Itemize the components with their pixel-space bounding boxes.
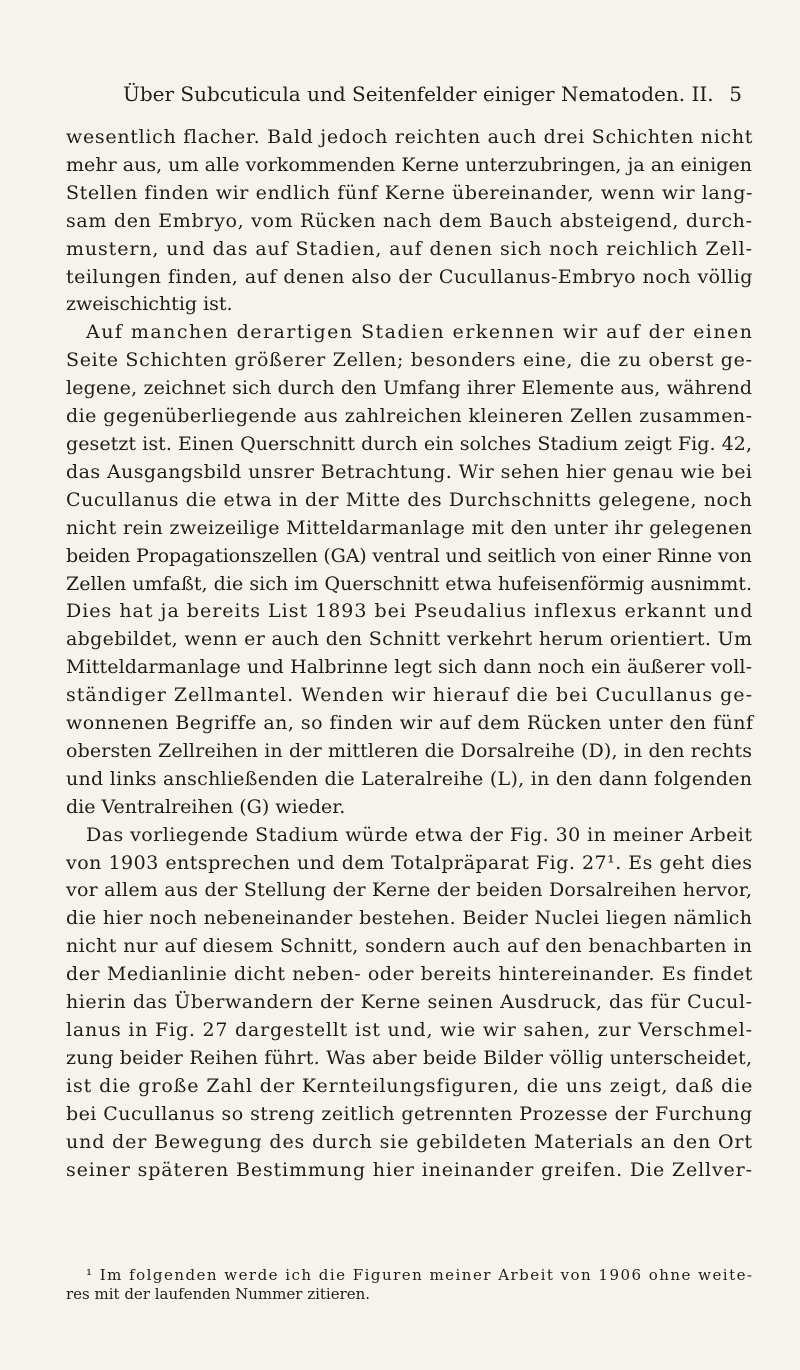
text-line: Das vorliegende Stadium würde etwa der Fig. 30 in meiner Arbeit	[86, 823, 753, 846]
text-line: der Medianlinie dicht neben- oder bereits hintereinander. Es findet	[66, 963, 754, 986]
text-line: das Ausgangsbild unsrer Betrachtung. Wir sehen hier genau wie bei	[66, 460, 753, 483]
text-line: beiden Propagationszellen (GA) ventral und seitlich von einer Rinne von	[66, 544, 752, 567]
text-line: ständiger Zellmantel. Wenden wir hierauf die bei Cucullanus ge-	[66, 684, 754, 707]
text-line: hierin das Überwandern der Kerne seinen Ausdruck, das für Cucul-	[66, 991, 753, 1014]
footnote	[66, 1266, 752, 1304]
text-line: wesentlich flacher. Bald jedoch reichten auch drei Schichten nicht	[66, 126, 754, 148]
text-line: die Ventralreihen (G) wieder.	[66, 795, 346, 818]
text-line: zweischichtig ist.	[66, 293, 233, 316]
text-line: Zellen umfaßt, die sich im Querschnitt etwa hufeisenförmig ausnimmt.	[66, 572, 753, 595]
text-line: obersten Zellreihen in der mittleren die Dorsalreihe (D), in den rechts	[66, 739, 753, 762]
text-line: legene, zeichnet sich durch den Umfang ihrer Elemente aus, während	[66, 377, 753, 400]
text-line: die hier noch nebeneinander bestehen. Beider Nuclei liegen nämlich	[66, 907, 753, 930]
text-line: abgebildet, wenn er auch den Schnitt verkehrt herum orientiert. Um	[66, 628, 753, 651]
text-line: und der Bewegung des durch sie gebildeten Materials an den Ort	[66, 1130, 753, 1153]
text-line: Seite Schichten größerer Zellen; besonders eine, die zu oberst ge-	[66, 349, 753, 372]
text-line: Mitteldarmanlage und Halbrinne legt sich dann noch ein äußerer voll-	[66, 656, 753, 679]
footnote-line: ¹ Im folgenden werde ich die Figuren meiner Arbeit von 1906 ohne weite-	[86, 1266, 754, 1284]
footnote-line: res mit der laufenden Nummer zitieren.	[66, 1285, 371, 1303]
text-line: von 1903 entsprechen und dem Totalpräparat Fig. 27¹. Es geht dies	[66, 851, 753, 874]
text-line: Auf manchen derartigen Stadien erkennen wir auf der einen	[86, 321, 754, 344]
text-line: mehr aus, um alle vorkommenden Kerne unterzubringen, ja an einigen	[66, 153, 753, 176]
page-number: 5	[729, 82, 742, 106]
running-header	[123, 82, 742, 110]
text-line: sam den Embryo, vom Rücken nach dem Bauch absteigend, durch-	[66, 209, 753, 232]
text-line: Cucullanus die etwa in der Mitte des Durchschnitts gelegene, noch	[66, 488, 753, 511]
text-line: mustern, und das auf Stadien, auf denen sich noch reichlich Zell-	[66, 237, 753, 260]
text-line: nicht rein zweizeilige Mitteldarmanlage mit den unter ihr gelegenen	[66, 516, 753, 539]
text-line: zung beider Reihen führt. Was aber beide Bilder völlig unterscheidet,	[66, 1046, 753, 1069]
text-line: wonnenen Begriffe an, so finden wir auf dem Rücken unter den fünf	[66, 712, 754, 735]
text-line: ist die große Zahl der Kernteilungsfiguren, die uns zeigt, daß die	[66, 1074, 754, 1097]
text-line: die gegenüberliegende aus zahlreichen kleineren Zellen zusammen-	[66, 405, 753, 428]
text-line: Dies hat ja bereits List 1893 bei Pseudalius inflexus erkannt und	[66, 600, 754, 623]
text-line: nicht nur auf diesem Schnitt, sondern auch auf den benachbarten in	[66, 935, 753, 958]
text-line: vor allem aus der Stellung der Kerne der beiden Dorsalreihen hervor,	[66, 879, 753, 902]
text-line: Stellen finden wir endlich fünf Kerne übereinander, wenn wir lang-	[66, 181, 754, 204]
text-line: seiner späteren Bestimmung hier ineinander greifen. Die Zellver-	[66, 1158, 753, 1181]
body-text	[66, 124, 752, 1184]
text-line: lanus in Fig. 27 dargestellt ist und, wie wir sahen, zur Verschmel-	[66, 1019, 753, 1041]
running-title: Über Subcuticula und Seitenfelder einiger Nematoden. II.	[123, 82, 714, 106]
text-line: und links anschließenden die Lateralreihe (L), in den dann folgenden	[66, 767, 753, 790]
text-line: gesetzt ist. Einen Querschnitt durch ein solches Stadium zeigt Fig. 42,	[66, 432, 753, 455]
text-line: bei Cucullanus so streng zeitlich getrennten Prozesse der Furchung	[66, 1102, 753, 1125]
text-line: teilungen finden, auf denen also der Cucullanus-Embryo noch völlig	[66, 265, 753, 288]
